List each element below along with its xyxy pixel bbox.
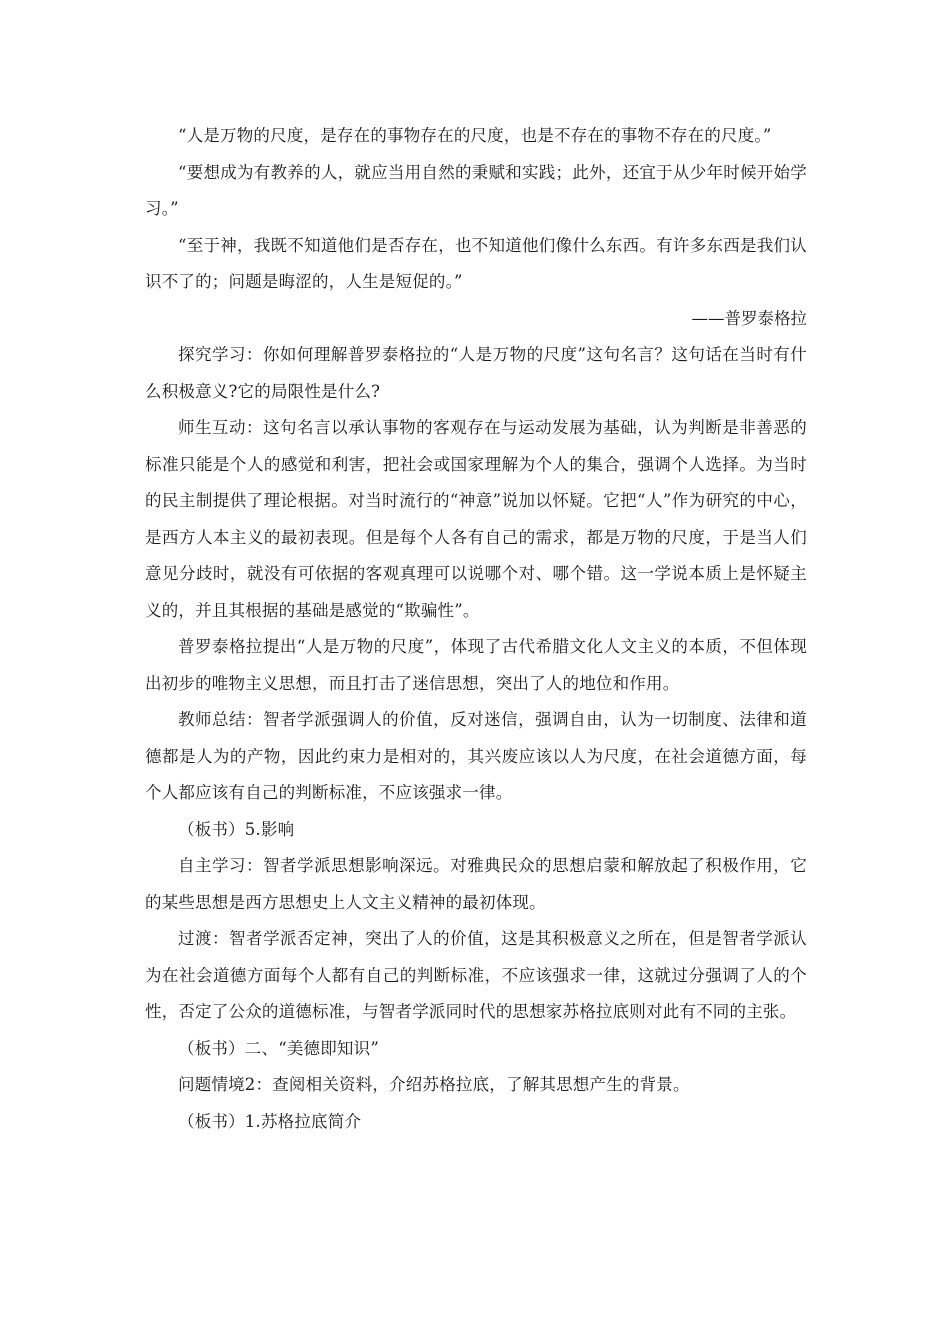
board-heading-influence: （板书）5.影响	[178, 819, 295, 839]
interaction-paragraph: 师生互动：这句名言以承认事物的客观存在与运动发展为基础，认为判断是非善恶的标准只能是个人的感觉和利害，把社会或国家理解为个人的集合，强调个人选择。为当时的民主制提供了理论根据。对当时流行的“神意”说加以怀疑。它把“人”作为研究的中心，是西方人本主义的最初表现。但是每个人各有自己的需求，都是万物的尺度，于是当人们意见分歧时，就没有可依据的客观真理可以说哪个对、哪个错。这一学说本质上是怀疑主义的，并且其根据的基础是感觉的“欺骗性”。	[145, 418, 807, 620]
document-body	[145, 118, 807, 1140]
scenario-paragraph: 问题情境2：查阅相关资料，介绍苏格拉底，了解其思想产生的背景。	[178, 1075, 690, 1094]
board-heading-virtue: （板书）二、“美德即知识”	[178, 1038, 379, 1058]
self-study-paragraph: 自主学习：智者学派思想影响深远。对雅典民众的思想启蒙和解放起了积极作用，它的某些思想是西方思想史上人文主义精神的最初体现。	[145, 856, 807, 912]
quote-measure: “人是万物的尺度，是存在的事物存在的尺度，也是不存在的事物不存在的尺度。”	[178, 126, 772, 145]
transition-paragraph: 过渡：智者学派否定神，突出了人的价值，这是其积极意义之所在，但是智者学派认为在社会道德方面每个人都有自己的判断标准，不应该强求一律，这就过分强调了人的个性，否定了公众的道德标准，与智者学派同时代的思想家苏格拉底则对此有不同的主张。	[145, 929, 807, 1021]
board-heading-socrates: （板书）1.苏格拉底简介	[178, 1111, 362, 1131]
protagoras-paragraph: 普罗泰格拉提出“人是万物的尺度”，体现了古代希腊文化人文主义的本质，不但体现出初步的唯物主义思想，而且打击了迷信思想，突出了人的地位和作用。	[145, 637, 807, 693]
quote-education: “要想成为有教养的人，就应当用自然的秉赋和实践；此外，还宜于从少年时候开始学习。”	[145, 162, 807, 218]
quote-gods: “至于神，我既不知道他们是否存在，也不知道他们像什么东西。有许多东西是我们认识不了的；问题是晦涩的，人生是短促的。”	[145, 235, 807, 291]
quote-attribution: ——普罗泰格拉	[691, 308, 807, 328]
summary-paragraph: 教师总结：智者学派强调人的价值，反对迷信，强调自由，认为一切制度、法律和道德都是人为的产物，因此约束力是相对的，其兴废应该以人为尺度，在社会道德方面，每个人都应该有自己的判断标准，不应该强求一律。	[145, 710, 807, 802]
inquiry-paragraph: 探究学习：你如何理解普罗泰格拉的“人是万物的尺度”这句名言？这句话在当时有什么积极意义?它的局限性是什么?	[145, 345, 807, 401]
